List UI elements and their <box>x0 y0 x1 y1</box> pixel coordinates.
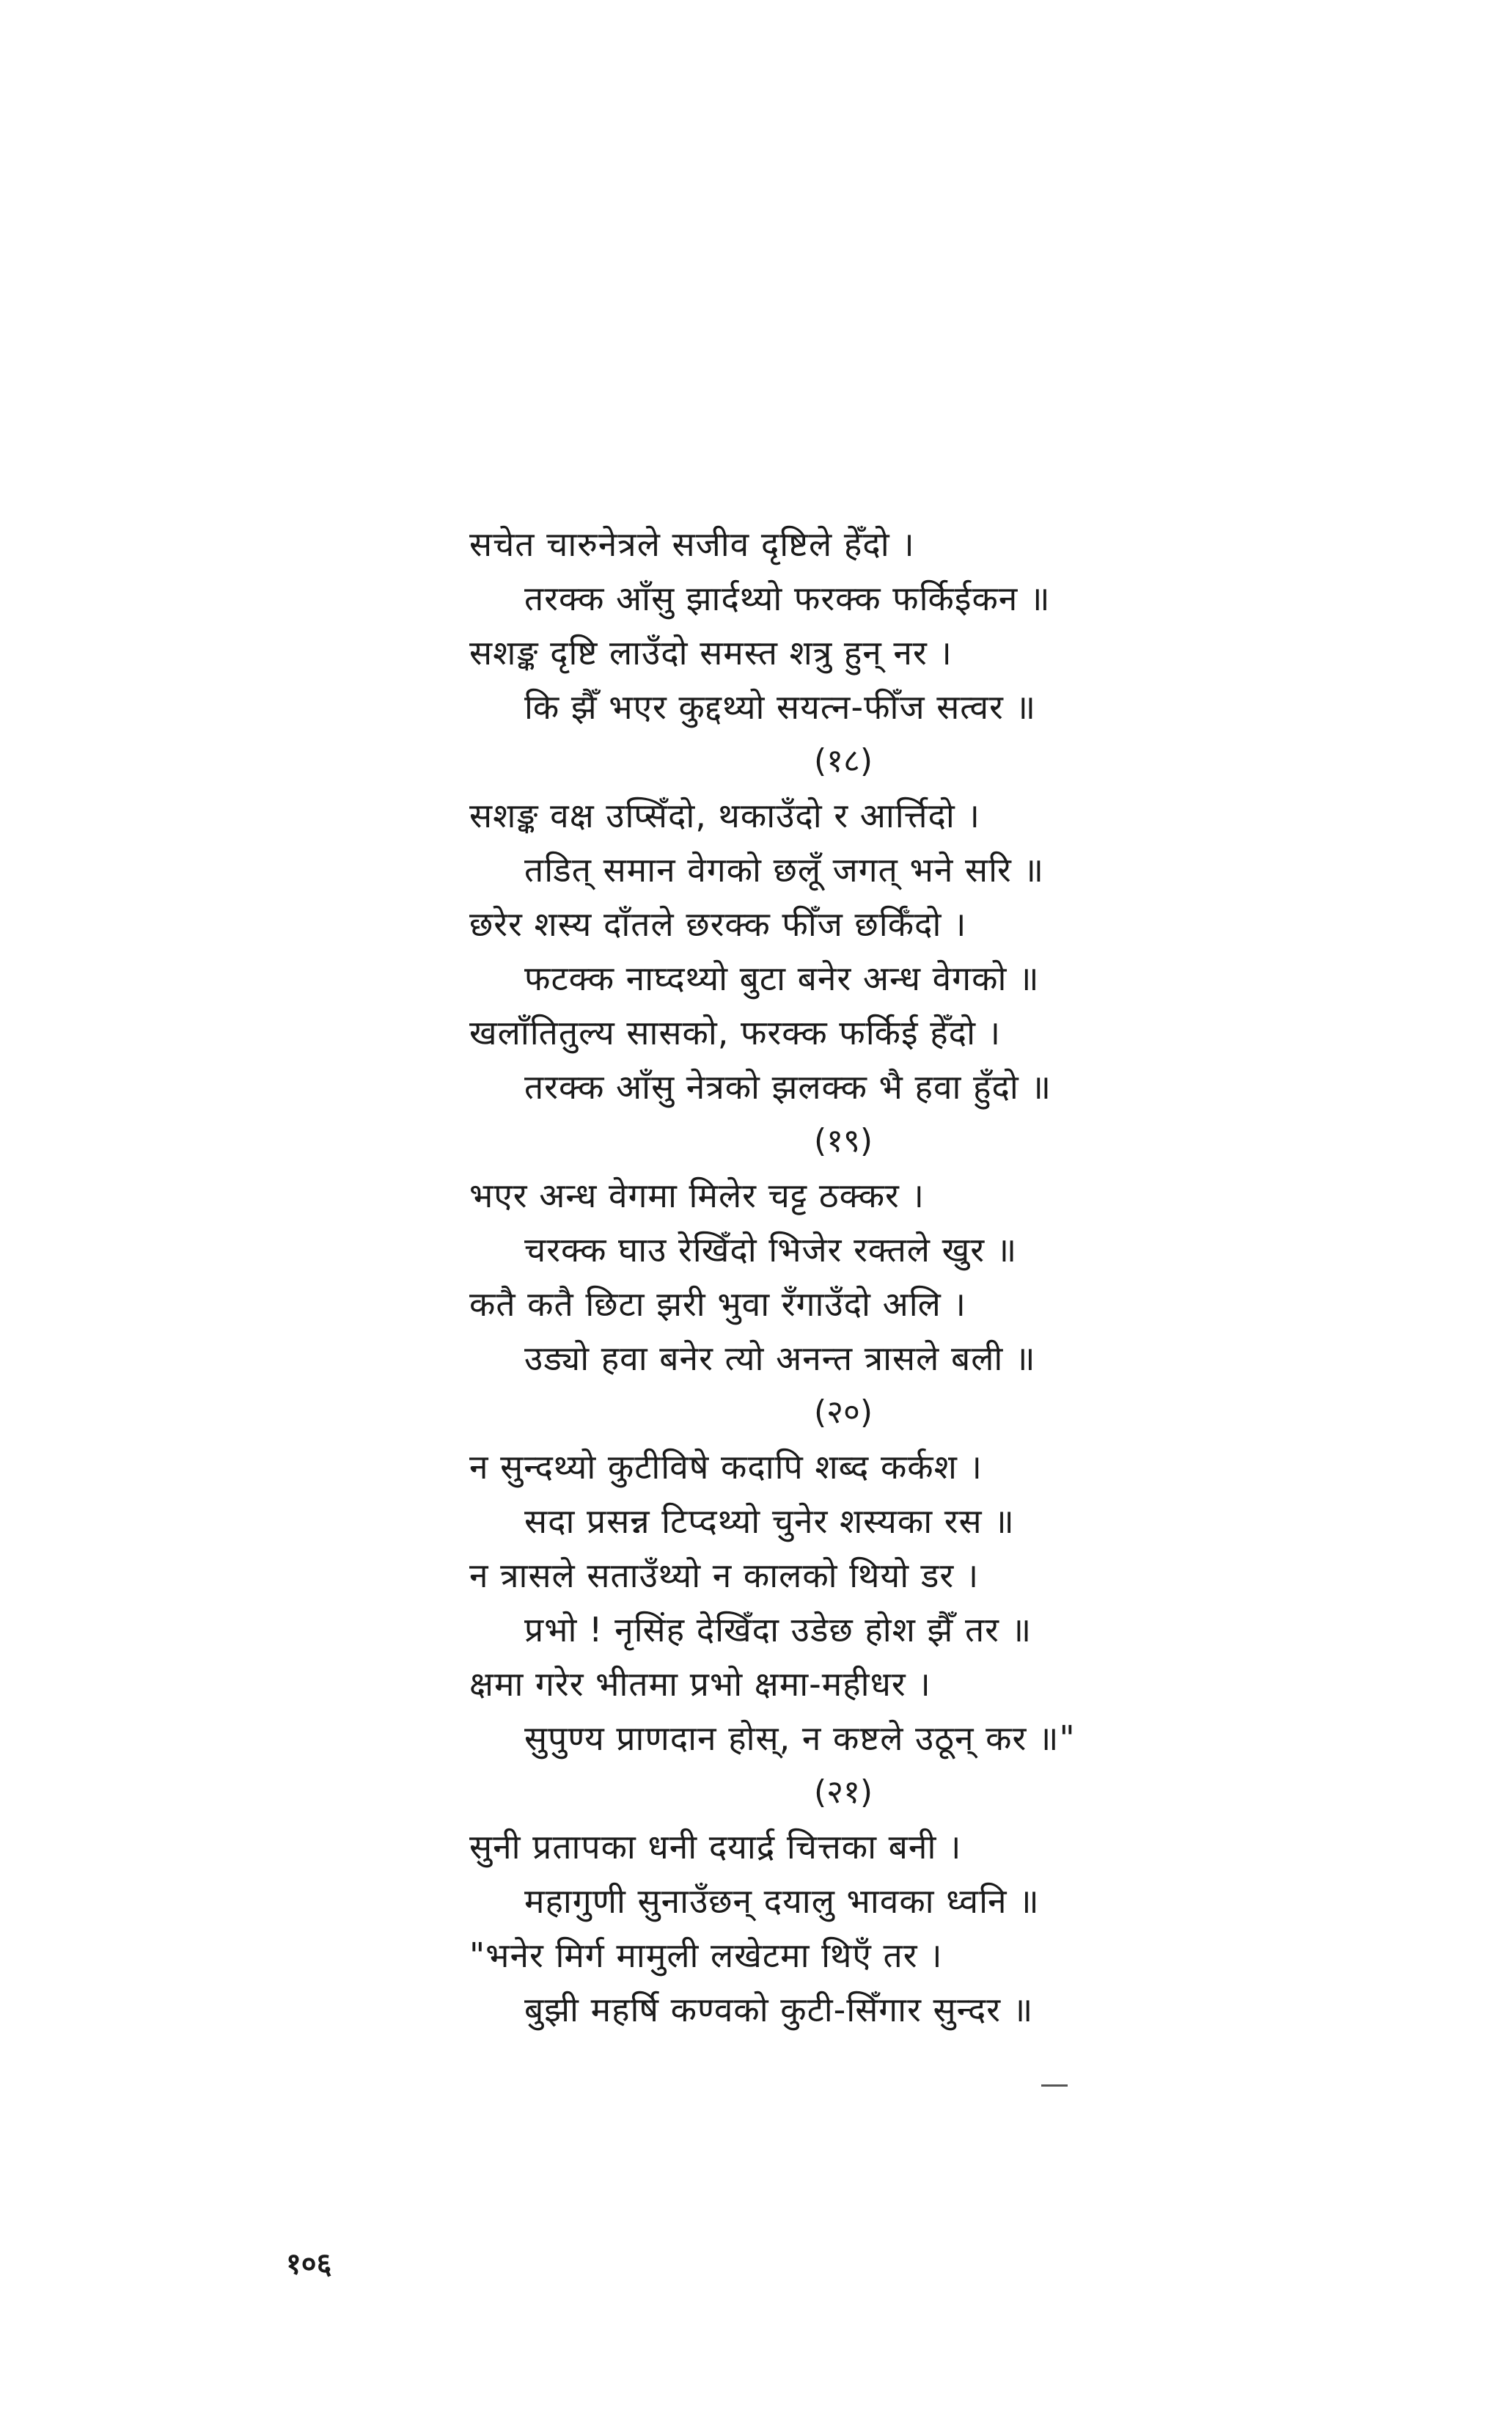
stanza-number: (२१) <box>813 1773 873 1811</box>
stanza-19 <box>469 1114 1217 1385</box>
verse-line: फटक्क नाघ्दथ्यो बुटा बनेर अन्ध वेगको ॥ <box>524 959 1040 998</box>
verse-line: उड्यो हवा बनेर त्यो अनन्त त्रासले बली ॥ <box>524 1339 1036 1378</box>
stanza-number: (१८) <box>813 742 873 780</box>
verse-line: सुपुण्य प्राणदान होस्, न कष्टले उठून् कर ॥" <box>524 1718 1076 1758</box>
verse-line: छरेर शस्य दाँतले छरक्क फीँज छर्किँदो । <box>469 904 967 944</box>
verse-line: तरक्क आँसु झार्दथ्यो फरक्क फर्किईकन ॥ <box>524 579 1051 618</box>
verse-line: तडित् समान वेगको छलूँ जगत् भने सरि ॥ <box>524 850 1045 890</box>
verse-line: बुझी महर्षि कण्वको कुटी-सिँगार सुन्दर ॥ <box>524 1990 1034 2029</box>
verse-line: सशङ्क वक्ष उप्सिँदो, थकाउँदो र आर्त्तिदो । <box>469 796 980 835</box>
verse-line: न सुन्दथ्यो कुटीविषे कदापि शब्द कर्कश । <box>469 1447 983 1487</box>
verse-line: "भनेर मिर्ग मामुली लखेटमा थिएँ तर । <box>469 1936 943 1975</box>
verse-line: प्रभो ! नृसिंह देखिँदा उडेछ होश झैँ तर ॥ <box>524 1610 1032 1649</box>
verse-line: सशङ्क दृष्टि लाउँदो समस्त शत्रु हुन् नर । <box>469 633 953 673</box>
verse-line: महागुणी सुनाउँछन् दयालु भावका ध्वनि ॥ <box>524 1881 1040 1921</box>
verse-line: सुनी प्रतापका धनी दयार्द्र चित्तका बनी । <box>469 1827 962 1867</box>
verse-line: सचेत चारुनेत्रले सजीव दृष्टिले हेँदो । <box>469 524 915 564</box>
verse-line: क्षमा गरेर भीतमा प्रभो क्षमा-महीधर । <box>469 1664 931 1704</box>
stanza-number: (२०) <box>813 1394 873 1431</box>
verse-line: कि झैँ भएर कुद्दथ्यो सयत्न-फीँज सत्वर ॥ <box>524 687 1037 727</box>
page-number: १०६ <box>286 2247 332 2281</box>
verse-line: तरक्क आँसु नेत्रको झलक्क भै हवा हुँदो ॥ <box>524 1067 1052 1107</box>
verse-line: भएर अन्ध वेगमा मिलेर चट्ट ठक्कर । <box>469 1176 925 1215</box>
stanza-number: (१९) <box>813 1122 873 1160</box>
print-speck <box>1041 2084 1068 2087</box>
verse-line: खलाँतितुल्य सासको, फरक्क फर्किई हेँदो । <box>469 1013 1002 1052</box>
verse-line: सदा प्रसन्न टिप्दथ्यो चुनेर शस्यका रस ॥ <box>524 1501 1015 1541</box>
stanza-20 <box>469 1385 1217 1765</box>
verse-line: न त्रासले सताउँथ्यो न कालको थियो डर । <box>469 1556 980 1595</box>
verse-line: चरक्क घाउ रेखिँदो भिजेर रक्तले खुर ॥ <box>524 1230 1018 1270</box>
stanza-21 <box>469 1765 1217 2037</box>
stanza-18 <box>469 734 1217 1114</box>
poem-body <box>469 517 1217 2037</box>
stanza-continued <box>469 517 1217 734</box>
verse-line: कतै कतै छिटा झरी भुवा रँगाउँदो अलि । <box>469 1284 966 1324</box>
